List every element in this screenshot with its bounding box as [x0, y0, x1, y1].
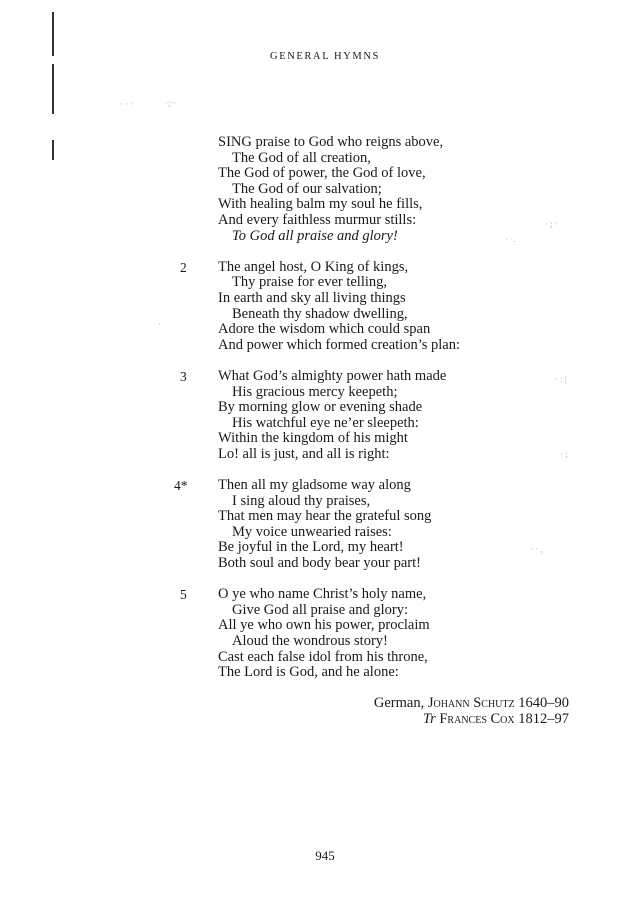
verse-number: 3	[180, 368, 187, 384]
verse-line: All ye who own his power, proclaim	[218, 617, 430, 634]
verse-line: In earth and sky all living things	[218, 289, 406, 306]
verse-line: SING praise to God who reigns above,	[218, 134, 444, 150]
verse-line: Within the kingdom of his might	[218, 430, 408, 447]
scan-speck: · ; ·	[545, 219, 558, 229]
scan-speck: · · ,	[530, 544, 543, 554]
scan-speck: · ·.	[505, 234, 516, 244]
scan-speck: · · ·	[120, 99, 134, 109]
verse-refrain: To God all praise and glory!	[232, 227, 398, 244]
author-prefix: German,	[373, 695, 428, 711]
translator-name: Frances Cox	[435, 711, 515, 727]
page-header: GENERAL HYMNS	[270, 51, 380, 62]
margin-rule-low	[52, 140, 54, 160]
verse-line: Aloud the wondrous story!	[232, 633, 388, 649]
verse-line: And power which formed creation’s plan:	[218, 336, 460, 353]
page-number: 945	[315, 848, 335, 863]
verse-line: And every faithless murmur stills:	[218, 211, 417, 228]
verse-line: Give God all praise and glory:	[232, 601, 408, 618]
verse-line: Beneath thy shadow dwelling,	[232, 305, 408, 322]
verse-line: Cast each false idol from his throne,	[218, 648, 428, 665]
verse-2	[180, 258, 610, 354]
verse-line: O ye who name Christ’s holy name,	[218, 586, 427, 603]
translator-line	[374, 711, 569, 727]
margin-rule-top	[52, 12, 54, 56]
verse-line: The God of power, the God of love,	[218, 165, 426, 182]
verse-line: The Lord is God, and he alone:	[218, 664, 399, 681]
translator-dates: 1812–97	[514, 711, 569, 727]
hymn-text	[174, 134, 610, 696]
verse-5	[180, 586, 610, 681]
verse-3	[180, 367, 610, 463]
verse-line: The angel host, O King of kings,	[218, 258, 409, 275]
verse-line: My voice unwearied raises:	[232, 523, 392, 540]
verse-line: Then all my gladsome way along	[218, 477, 411, 494]
author-name: Johann Schutz	[427, 695, 515, 711]
verse-line: Be joyful in the Lord, my heart!	[218, 539, 404, 556]
verse-line: With healing balm my soul he fills,	[218, 196, 423, 213]
verse-4	[174, 477, 610, 572]
verse-line: Both soul and body bear your part!	[218, 555, 421, 572]
verse-line: I sing aloud thy praises,	[232, 492, 371, 509]
verse-line: By morning glow or evening shade	[218, 399, 423, 416]
verse-number: 5	[180, 587, 187, 603]
author-dates: 1640–90	[514, 695, 569, 711]
verse-line: His watchful eye ne’er sleepeth:	[232, 414, 419, 431]
scan-speck: ·	[158, 319, 161, 329]
verse-line: Adore the wisdom which could span	[218, 321, 431, 338]
verse-1	[190, 135, 610, 244]
verse-number: 4*	[174, 478, 188, 494]
attribution	[374, 695, 569, 727]
author-line	[374, 695, 569, 711]
scan-speck: · : |	[555, 374, 567, 384]
scan-speck: ·;··	[165, 98, 177, 108]
verse-line: That men may hear the grateful song	[218, 508, 432, 525]
verse-line: Lo! all is just, and all is right:	[218, 445, 390, 462]
verse-number: 2	[180, 259, 187, 275]
translator-prefix: Tr	[422, 711, 436, 727]
verse-line: What God’s almighty power hath made	[218, 367, 447, 384]
verse-line: The God of all creation,	[232, 149, 371, 166]
margin-rule-mid	[52, 64, 54, 114]
verse-line: Thy praise for ever telling,	[232, 274, 388, 291]
verse-line: His gracious mercy keepeth;	[232, 383, 398, 400]
scan-speck: · ;	[560, 449, 568, 459]
verse-line: The God of our salvation;	[232, 180, 382, 197]
